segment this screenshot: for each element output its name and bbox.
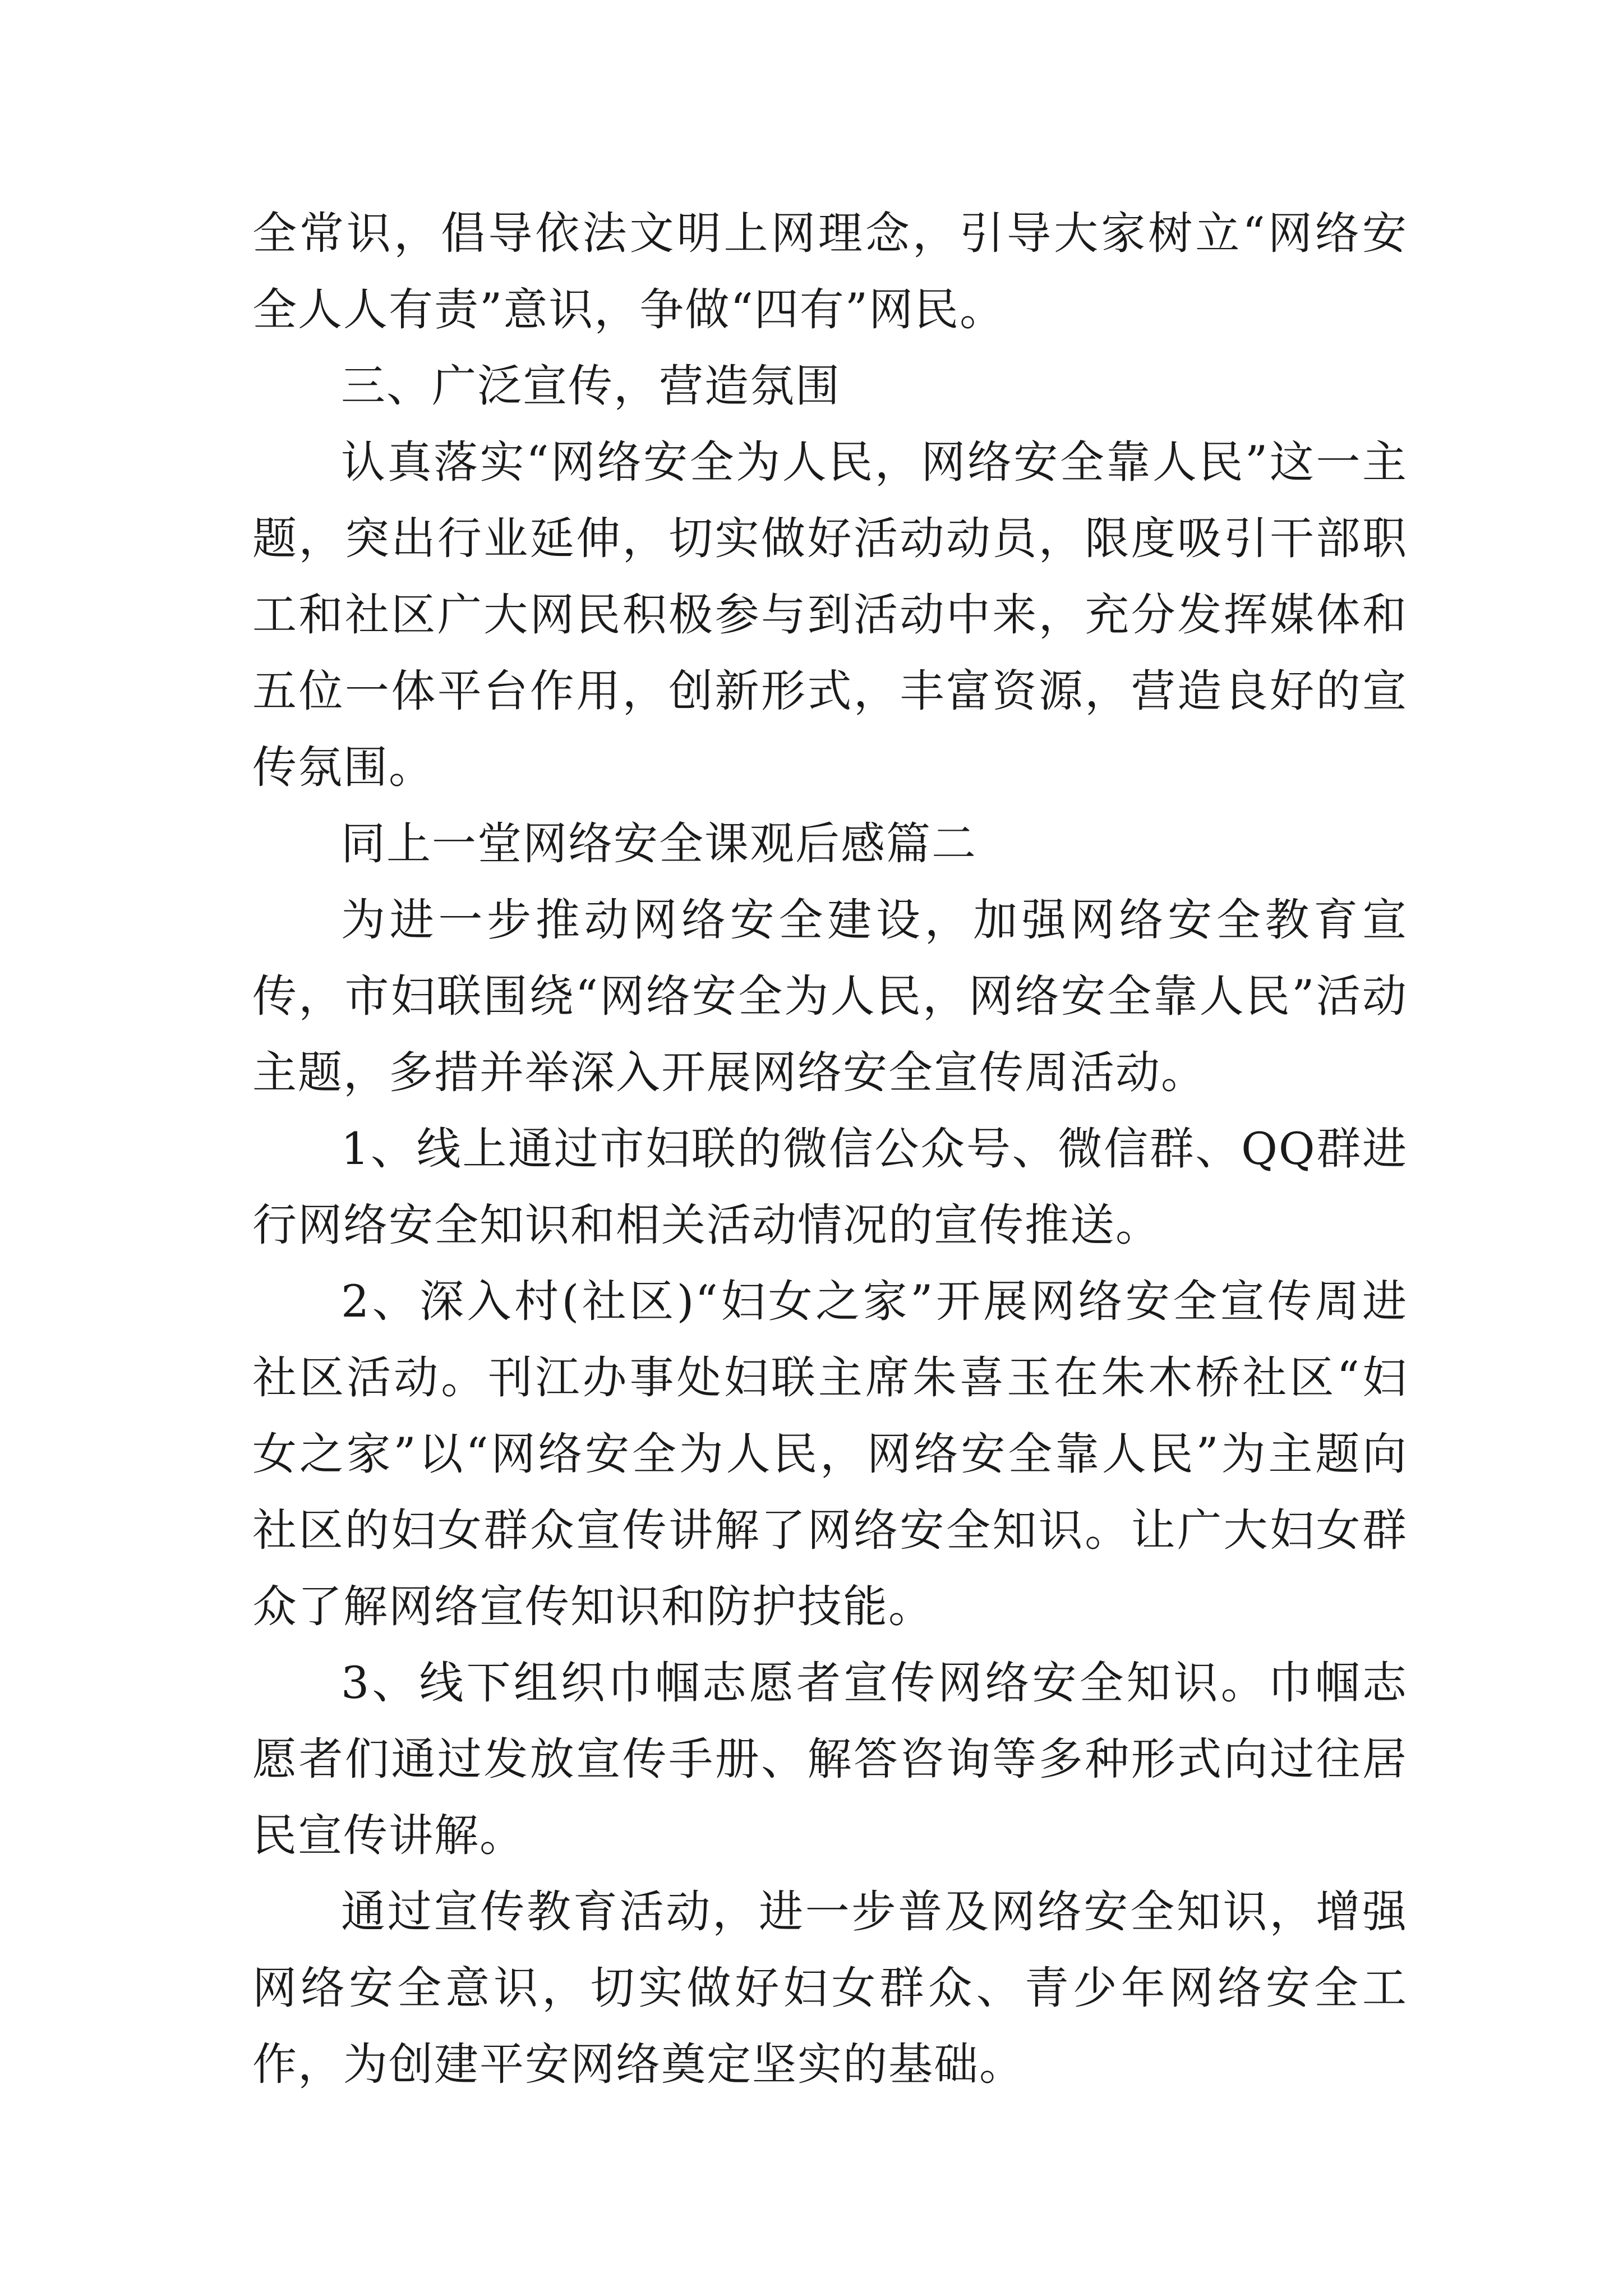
list-item: 2、深入村(社区)“妇女之家”开展网络安全宣传周进社区活动。刊江办事处妇联主席朱喜玉在朱木桥社区“妇女之家”以“网络安全为人民，网络安全靠人民”为主题向社区的妇女群众宣传讲解了网络安全知识。让广大妇女群众了解网络宣传知识和防护技能。 xyxy=(252,1276,1408,1632)
paragraph: 为进一步推动网络安全建设，加强网络安全教育宣传，市妇联围绕“网络安全为人民，网络安全靠人民”活动主题，多措并举深入开展网络安全宣传周活动。 xyxy=(252,894,1408,1098)
paragraph-continuation: 全常识，倡导依法文明上网理念，引导大家树立“网络安全人人有责”意识，争做“四有”网民。 xyxy=(252,208,1408,335)
document-body xyxy=(252,195,1408,2102)
paragraph: 认真落实“网络安全为人民，网络安全靠人民”这一主题，突出行业延伸，切实做好活动动员，限度吸引干部职工和社区广大网民积极参与到活动中来，充分发挥媒体和五位一体平台作用，创新形式，丰富资源，营造良好的宣传氛围。 xyxy=(252,436,1408,793)
article-title: 同上一堂网络安全课观后感篇二 xyxy=(341,818,977,869)
paragraph: 通过宣传教育活动，进一步普及网络安全知识，增强网络安全意识，切实做好妇女群众、青少年网络安全工作，为创建平安网络奠定坚实的基础。 xyxy=(252,1886,1408,2090)
list-item: 1、线上通过市妇联的微信公众号、微信群、QQ群进行网络安全知识和相关活动情况的宣传推送。 xyxy=(252,1123,1408,1251)
section-heading: 三、广泛宣传，营造氛围 xyxy=(341,360,841,412)
list-item: 3、线下组织巾帼志愿者宣传网络安全知识。巾帼志愿者们通过发放宣传手册、解答咨询等多种形式向过往居民宣传讲解。 xyxy=(252,1657,1408,1861)
